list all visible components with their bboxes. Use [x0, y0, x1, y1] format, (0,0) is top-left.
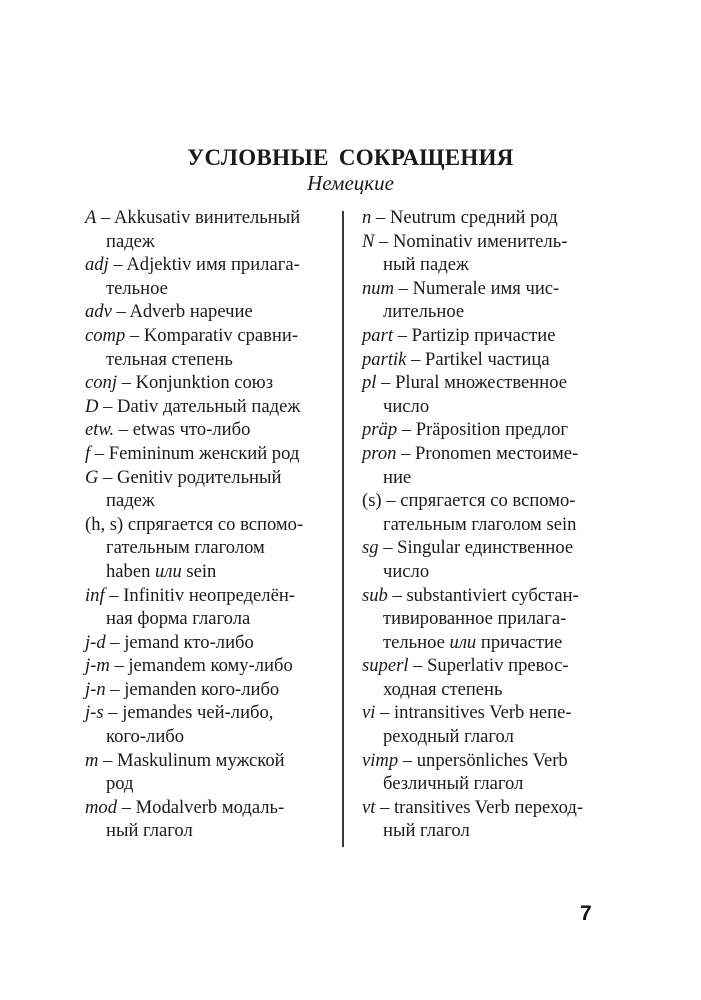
definition-continued: ние: [383, 466, 412, 488]
definition: Dativ дательный падеж: [117, 395, 301, 417]
entry-conj: [85, 371, 340, 395]
abbreviation: comp: [85, 324, 126, 346]
entry-N: [362, 230, 622, 277]
text: haben: [106, 560, 156, 582]
abbreviation: vi: [362, 702, 376, 724]
entry-m: [85, 749, 340, 796]
dash: –: [378, 537, 398, 559]
entry-vt: [362, 796, 622, 843]
section-title: Немецкие: [307, 171, 394, 195]
entry-etw: [85, 418, 340, 442]
column-divider: [342, 211, 344, 847]
entry-j-m: [85, 654, 340, 678]
text: тельное: [383, 631, 450, 653]
abbreviation: f: [85, 442, 91, 464]
dash: –: [90, 442, 109, 464]
definition: Maskulinum мужской: [117, 749, 285, 771]
dash: –: [397, 419, 416, 441]
conjunction-ili: или: [155, 560, 182, 582]
dash: –: [117, 796, 136, 818]
definition: Adjektiv имя прилага-: [126, 254, 300, 276]
dash: –: [408, 655, 428, 677]
definition: спрягается со вспомо-: [400, 490, 576, 512]
entry-sub: [362, 584, 622, 655]
definition: Modalverb модаль-: [135, 796, 285, 818]
definition: intransitives Verb непе-: [394, 702, 572, 724]
definition: Genitiv родительный: [117, 466, 282, 488]
definition-continued: род: [106, 773, 134, 795]
conjunction-ili: или: [449, 631, 477, 653]
definition: Plural множественное: [395, 372, 567, 394]
dash: –: [393, 324, 412, 346]
entry-s: [362, 489, 622, 536]
dash: –: [117, 372, 136, 394]
dash: –: [371, 207, 390, 228]
definition-continued: гательным глаголом: [106, 537, 265, 559]
definition-continued: гательным глаголом sein: [383, 513, 577, 535]
abbreviation: (h, s): [85, 513, 124, 535]
dash: –: [104, 584, 124, 606]
definition-continued: ный глагол: [106, 820, 193, 842]
abbreviation: vimp: [362, 749, 399, 771]
abbreviation: adj: [85, 254, 109, 276]
abbreviations-left-column: [85, 206, 340, 843]
abbreviation: adv: [85, 301, 112, 323]
definition-continued: [362, 631, 622, 655]
abbreviation: (s): [362, 490, 382, 512]
definition-continued: тивированное прилага-: [383, 608, 567, 630]
abbreviation: sg: [362, 537, 379, 559]
dash: –: [398, 749, 417, 771]
definition: спрягается со вспомо-: [127, 513, 304, 535]
abbreviation: j-n: [85, 678, 106, 700]
definition: Infinitiv неопределён-: [123, 584, 295, 606]
dash: –: [98, 395, 118, 417]
definition-continued: реходный глагол: [383, 726, 514, 748]
abbreviation: präp: [362, 419, 398, 441]
entry-h-s: [85, 513, 340, 584]
definition-continued: падеж: [106, 230, 155, 252]
definition: Femininum женский род: [108, 442, 300, 464]
definition: Komparativ сравни-: [143, 324, 299, 346]
entry-mod: [85, 796, 340, 843]
entry-vi: [362, 701, 622, 748]
entry-inf: [85, 584, 340, 631]
definition: Numerale имя чис-: [412, 277, 560, 299]
definition-continued: лительное: [383, 301, 465, 323]
text: sein: [181, 560, 217, 582]
entry-n: [362, 206, 622, 230]
dash: –: [108, 254, 127, 276]
dash: –: [98, 466, 118, 488]
abbreviations-right-column: [362, 206, 622, 843]
definition: jemand кто-либо: [124, 631, 254, 653]
entry-part: [362, 324, 622, 348]
definition: Partikel частица: [425, 348, 550, 370]
abbreviation: inf: [85, 584, 105, 606]
dash: –: [105, 631, 125, 653]
definition-continued: число: [383, 560, 430, 582]
abbreviation: partik: [362, 348, 407, 370]
abbreviation: G: [85, 466, 99, 488]
entry-praep: [362, 418, 622, 442]
dash: –: [396, 442, 416, 464]
abbreviation: mod: [85, 796, 118, 818]
definition: jemandes чей-либо,: [122, 702, 274, 724]
abbreviation: pl: [362, 372, 377, 394]
abbreviation: superl: [362, 655, 409, 677]
dash: –: [381, 490, 401, 512]
abbreviation: n: [362, 207, 372, 228]
abbreviation: j-m: [85, 655, 110, 677]
abbreviation: A: [85, 207, 97, 228]
definition: Adverb наречие: [129, 301, 253, 323]
definition-continued: [85, 560, 340, 584]
definition-continued: кого-либо: [106, 726, 185, 748]
entry-superl: [362, 654, 622, 701]
dash: –: [96, 207, 114, 228]
definition: Pronomen местоиме-: [415, 442, 579, 464]
dash: –: [394, 277, 413, 299]
abbreviation: N: [362, 230, 375, 252]
entry-adj: [85, 253, 340, 300]
entry-j-d: [85, 631, 340, 655]
dash: –: [109, 655, 129, 677]
dash: –: [125, 324, 144, 346]
definition: substantiviert субстан-: [406, 584, 579, 606]
entry-A: [85, 206, 340, 253]
abbreviation: sub: [362, 584, 388, 606]
definition: Singular единственное: [397, 537, 574, 559]
page-number: 7: [580, 902, 592, 925]
definition-continued: ходная степень: [383, 678, 503, 700]
entry-G: [85, 466, 340, 513]
definition: etwas что-либо: [132, 419, 251, 441]
abbreviation: etw.: [85, 419, 115, 441]
dash: –: [105, 678, 125, 700]
dash: –: [375, 796, 395, 818]
definition-continued: ная форма глагола: [106, 608, 251, 630]
entry-partik: [362, 348, 622, 372]
definition: jemanden кого-либо: [124, 678, 280, 700]
definition: jemandem кому-либо: [128, 655, 293, 677]
definition-continued: ный падеж: [383, 254, 469, 276]
dash: –: [103, 702, 123, 724]
dash: –: [98, 749, 118, 771]
abbreviation: j-s: [85, 702, 104, 724]
abbreviation: m: [85, 749, 99, 771]
entry-j-s: [85, 701, 340, 748]
abbreviation: D: [85, 395, 99, 417]
definition: unpersönliches Verb: [416, 749, 568, 771]
entry-f: [85, 442, 340, 466]
definition: Neutrum средний род: [389, 207, 558, 228]
entry-j-n: [85, 678, 340, 702]
definition: Akkusativ винительный: [113, 207, 301, 228]
definition-continued: тельная степень: [106, 348, 233, 370]
abbreviation: part: [362, 324, 393, 346]
definition: Partizip причастие: [411, 324, 556, 346]
definition-continued: ный глагол: [383, 820, 470, 842]
dash: –: [387, 584, 407, 606]
dash: –: [374, 230, 393, 252]
entry-D: [85, 395, 340, 419]
entry-vimp: [362, 749, 622, 796]
definition-continued: безличный глагол: [383, 773, 524, 795]
definition-continued: тельное: [106, 277, 168, 299]
dash: –: [375, 702, 395, 724]
page-title: УСЛОВНЫЕ СОКРАЩЕНИЯ: [187, 145, 514, 171]
abbreviation: conj: [85, 372, 118, 394]
dash: –: [406, 348, 426, 370]
dash: –: [376, 372, 396, 394]
abbreviation: num: [362, 277, 395, 299]
definition: Konjunktion союз: [135, 372, 274, 394]
entry-pron: [362, 442, 622, 489]
entry-sg: [362, 536, 622, 583]
abbreviation: j-d: [85, 631, 106, 653]
dash: –: [111, 301, 130, 323]
abbreviation: pron: [362, 442, 397, 464]
entry-pl: [362, 371, 622, 418]
text: причастие: [476, 631, 563, 653]
definition: Superlativ превос-: [427, 655, 569, 677]
definition-continued: число: [383, 395, 430, 417]
definition-continued: падеж: [106, 490, 155, 512]
dash: –: [114, 419, 133, 441]
entry-adv: [85, 300, 340, 324]
entry-num: [362, 277, 622, 324]
definition: Präposition предлог: [415, 419, 569, 441]
entry-comp: [85, 324, 340, 371]
definition: Nominativ именитель-: [393, 230, 568, 252]
definition: transitives Verb переход-: [394, 796, 584, 818]
abbreviation: vt: [362, 796, 376, 818]
